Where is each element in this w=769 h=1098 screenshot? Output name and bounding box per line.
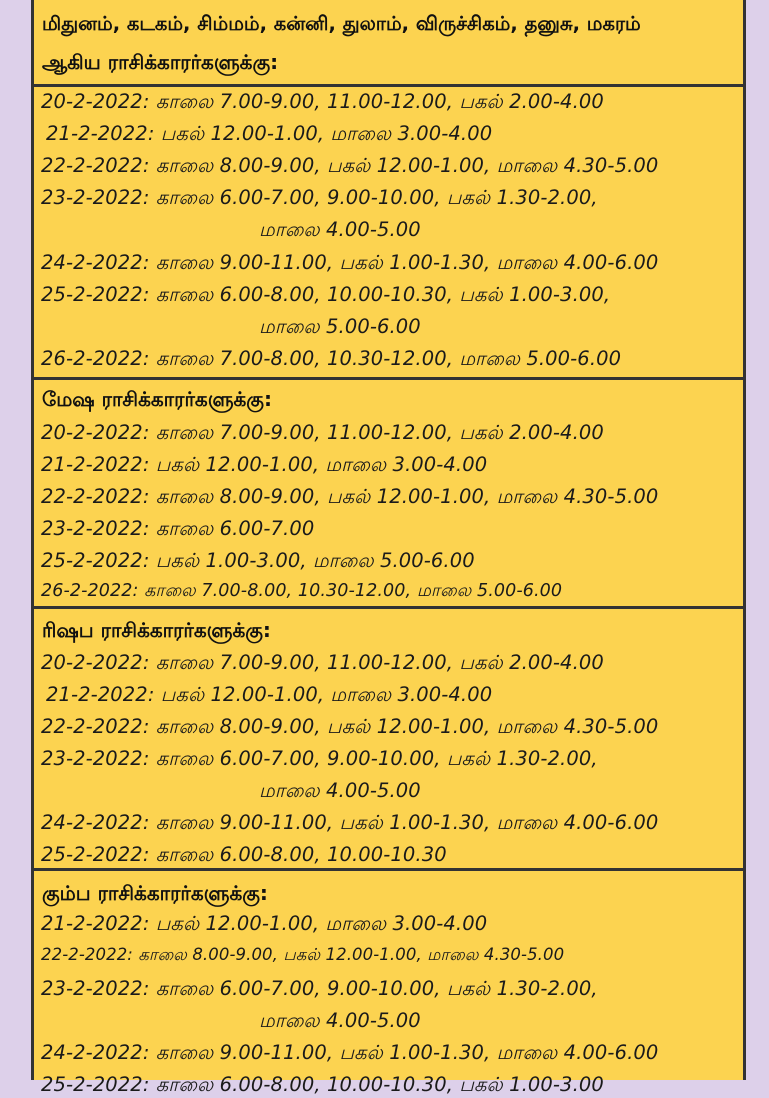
timing-line: 20-2-2022: காலை 7.00-9.00, 11.00-12.00, பகல் 2.00-4.00 — [41, 421, 604, 444]
timing-line: 24-2-2022: காலை 9.00-11.00, பகல் 1.00-1.30, மாலை 4.00-6.00 — [41, 1041, 659, 1064]
timing-line: 22-2-2022: காலை 8.00-9.00, பகல் 12.00-1.00, மாலை 4.30-5.00 — [41, 485, 659, 508]
timing-line: 24-2-2022: காலை 9.00-11.00, பகல் 1.00-1.30, மாலை 4.00-6.00 — [41, 251, 659, 274]
timing-line: 20-2-2022: காலை 7.00-9.00, 11.00-12.00, பகல் 2.00-4.00 — [41, 90, 604, 113]
timing-line: மாலை 5.00-6.00 — [259, 315, 421, 338]
timing-line: 24-2-2022: காலை 9.00-11.00, பகல் 1.00-1.30, மாலை 4.00-6.00 — [41, 811, 659, 834]
timing-line: 23-2-2022: காலை 6.00-7.00, 9.00-10.00, பகல் 1.30-2.00, — [41, 747, 598, 770]
timing-line: 21-2-2022: பகல் 12.00-1.00, மாலை 3.00-4.00 — [41, 453, 488, 476]
timing-line: 22-2-2022: காலை 8.00-9.00, பகல் 12.00-1.00, மாலை 4.30-5.00 — [41, 945, 565, 964]
timing-line: 22-2-2022: காலை 8.00-9.00, பகல் 12.00-1.00, மாலை 4.30-5.00 — [41, 715, 659, 738]
timing-line: 23-2-2022: காலை 6.00-7.00 — [41, 517, 315, 540]
section-kumbha — [34, 868, 743, 1098]
timing-line: 26-2-2022: காலை 7.00-8.00, 10.30-12.00, மாலை 5.00-6.00 — [41, 347, 622, 370]
section-heading: மிதுனம், கடகம், சிம்மம், கன்னி, துலாம், விருச்சிகம், தனுசு, மகரம் — [42, 12, 641, 35]
timing-line: 21-2-2022: பகல் 12.00-1.00, மாலை 3.00-4.00 — [41, 912, 488, 935]
section-mithunam-group — [34, 0, 743, 377]
section-heading: மேஷ ராசிக்காரர்களுக்கு: — [42, 387, 272, 411]
timing-line: 26-2-2022: காலை 7.00-8.00, 10.30-12.00, மாலை 5.00-6.00 — [41, 581, 563, 601]
timing-line: மாலை 4.00-5.00 — [259, 1009, 421, 1032]
timing-line: 21-2-2022: பகல் 12.00-1.00, மாலை 3.00-4.00 — [46, 683, 493, 706]
timing-line: 23-2-2022: காலை 6.00-7.00, 9.00-10.00, பகல் 1.30-2.00, — [41, 977, 598, 1000]
timing-line: 25-2-2022: காலை 6.00-8.00, 10.00-10.30, பகல் 1.00-3.00 — [41, 1073, 604, 1096]
timing-line: 25-2-2022: காலை 6.00-8.00, 10.00-10.30 — [41, 843, 447, 866]
timing-line: 20-2-2022: காலை 7.00-9.00, 11.00-12.00, பகல் 2.00-4.00 — [41, 651, 604, 674]
section-mesha — [34, 377, 743, 606]
timing-line: மாலை 4.00-5.00 — [259, 218, 421, 241]
timing-line: 25-2-2022: பகல் 1.00-3.00, மாலை 5.00-6.00 — [41, 549, 475, 572]
timings-panel — [31, 0, 746, 1096]
timing-line: 25-2-2022: காலை 6.00-8.00, 10.00-10.30, பகல் 1.00-3.00, — [41, 283, 611, 306]
section-heading: கும்ப ராசிக்காரர்களுக்கு: — [42, 881, 268, 905]
section-rishaba — [34, 606, 743, 868]
timing-line: 23-2-2022: காலை 6.00-7.00, 9.00-10.00, பகல் 1.30-2.00, — [41, 186, 598, 209]
section-heading: ரிஷப ராசிக்காரர்களுக்கு: — [42, 618, 271, 642]
timing-line: மாலை 4.00-5.00 — [259, 779, 421, 802]
timing-line: 22-2-2022: காலை 8.00-9.00, பகல் 12.00-1.00, மாலை 4.30-5.00 — [41, 154, 659, 177]
section-heading: ஆகிய ராசிக்காரர்களுக்கு: — [42, 50, 279, 74]
timing-line: 21-2-2022: பகல் 12.00-1.00, மாலை 3.00-4.00 — [46, 122, 493, 145]
section-heading-box — [34, 0, 743, 87]
